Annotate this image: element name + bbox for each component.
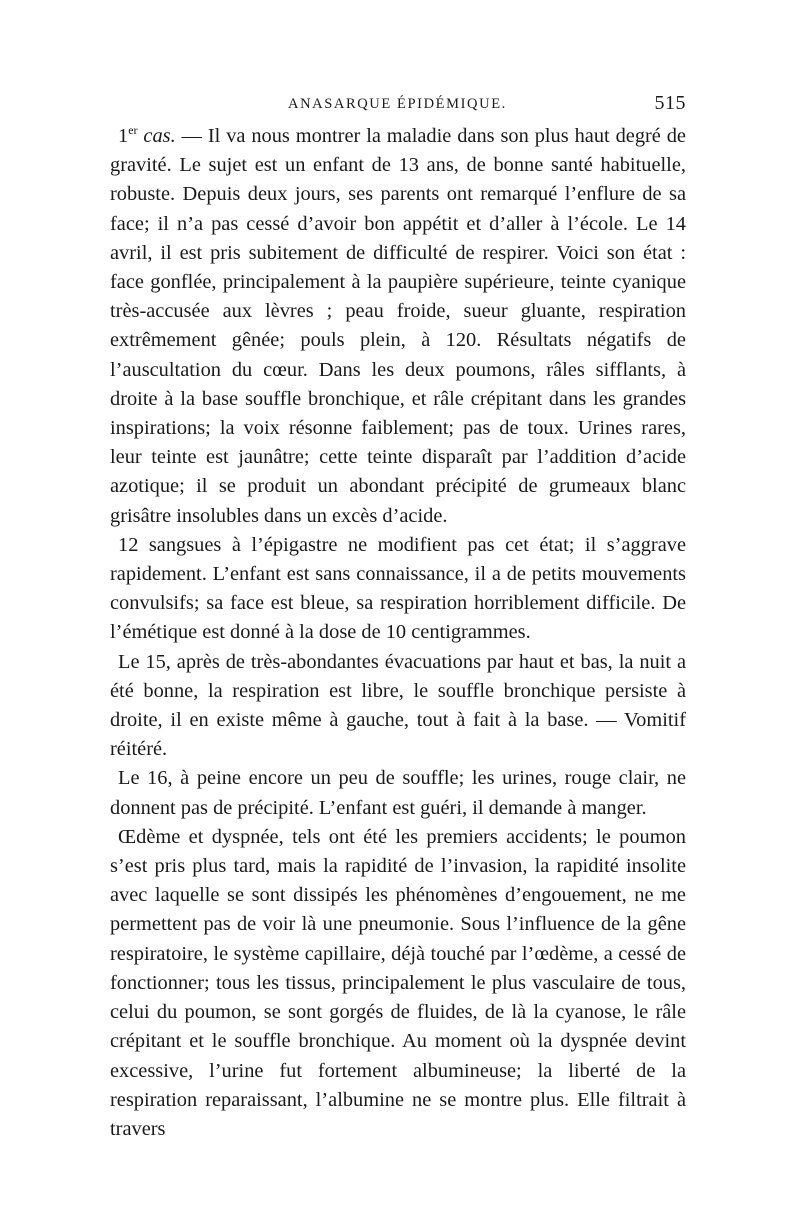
case-number-digit: 1 — [118, 125, 129, 147]
paragraph-text: — Il va nous montrer la maladie dans son plus haut degré de gravité. Le sujet est un enfant de 13 ans, de bonne santé habituelle, robuste. Depuis deux jours, ses parents ont remarqué l’enflure de sa face; il n’a pas cessé d’avoir bon appétit et d’aller à l’école. Le 14 avril, il est pris subitement de difficulté de respirer. Voici son état : face gonflée, principalement à la paupière supérieure, teinte cyanique très-accusée aux lèvres ; peau froide, sueur gluante, respiration extrêmement gênée; pouls plein, à 120. Résultats négatifs de l’auscultation du cœur. Dans les deux poumons, râles sifflants, à droite à la base souffle bronchique, et râle crépitant dans les grandes inspirations; la voix résonne faiblement; pas de toux. Urines rares, leur teinte est jaunâtre; cette teinte disparaît par l’addition d’acide azotique; il se produit un abondant précipité de grumeaux blanc grisâtre insolubles dans un excès d’acide. — [110, 125, 686, 527]
page-header — [110, 88, 686, 118]
body-text — [110, 122, 686, 1144]
paragraph-case-1 — [110, 122, 686, 531]
case-number-superscript: er — [128, 123, 138, 138]
running-title: ANASARQUE ÉPIDÉMIQUE. — [288, 96, 507, 112]
paragraph-2: 12 sangsues à l’épigastre ne modifient pas cet état; il s’aggrave rapidement. L’enfant est sans connaissance, il a de petits mouvements convulsifs; sa face est bleue, sa respiration horriblement difficile. De l’émétique est donné à la dose de 10 centigrammes. — [110, 533, 686, 644]
paragraph-3: Le 15, après de très-abondantes évacuations par haut et bas, la nuit a été bonne, la respiration est libre, le souffle bronchique persiste à droite, il en existe même à gauche, tout à fait à la base. — Vomitif réitéré. — [110, 650, 686, 761]
page-number: 515 — [654, 92, 686, 114]
book-page — [110, 88, 686, 1144]
paragraph-4: Le 16, à peine encore un peu de souffle; les urines, rouge clair, ne donnent pas de précipité. L’enfant est guéri, il demande à manger. — [110, 767, 686, 819]
case-number — [118, 125, 138, 147]
case-label: cas. — [143, 125, 176, 147]
paragraph-5: Œdème et dyspnée, tels ont été les premiers accidents; le poumon s’est pris plus tard, mais la rapidité de l’invasion, la rapidité insolite avec laquelle se sont dissipés les phénomènes d’engouement, ne me permettent pas de voir là une pneumonie. Sous l’influence de la gêne respiratoire, le système capillaire, déjà touché par l’œdème, a cessé de fonctionner; tous les tissus, principalement le plus vasculaire de tous, celui du poumon, se sont gorgés de fluides, de là la cyanose, le râle crépitant et le souffle bronchique. Au moment où la dyspnée devint excessive, l’urine fut fortement albumineuse; la liberté de la respiration reparaissant, l’albumine ne se montre plus. Elle filtrait à travers — [110, 825, 686, 1140]
